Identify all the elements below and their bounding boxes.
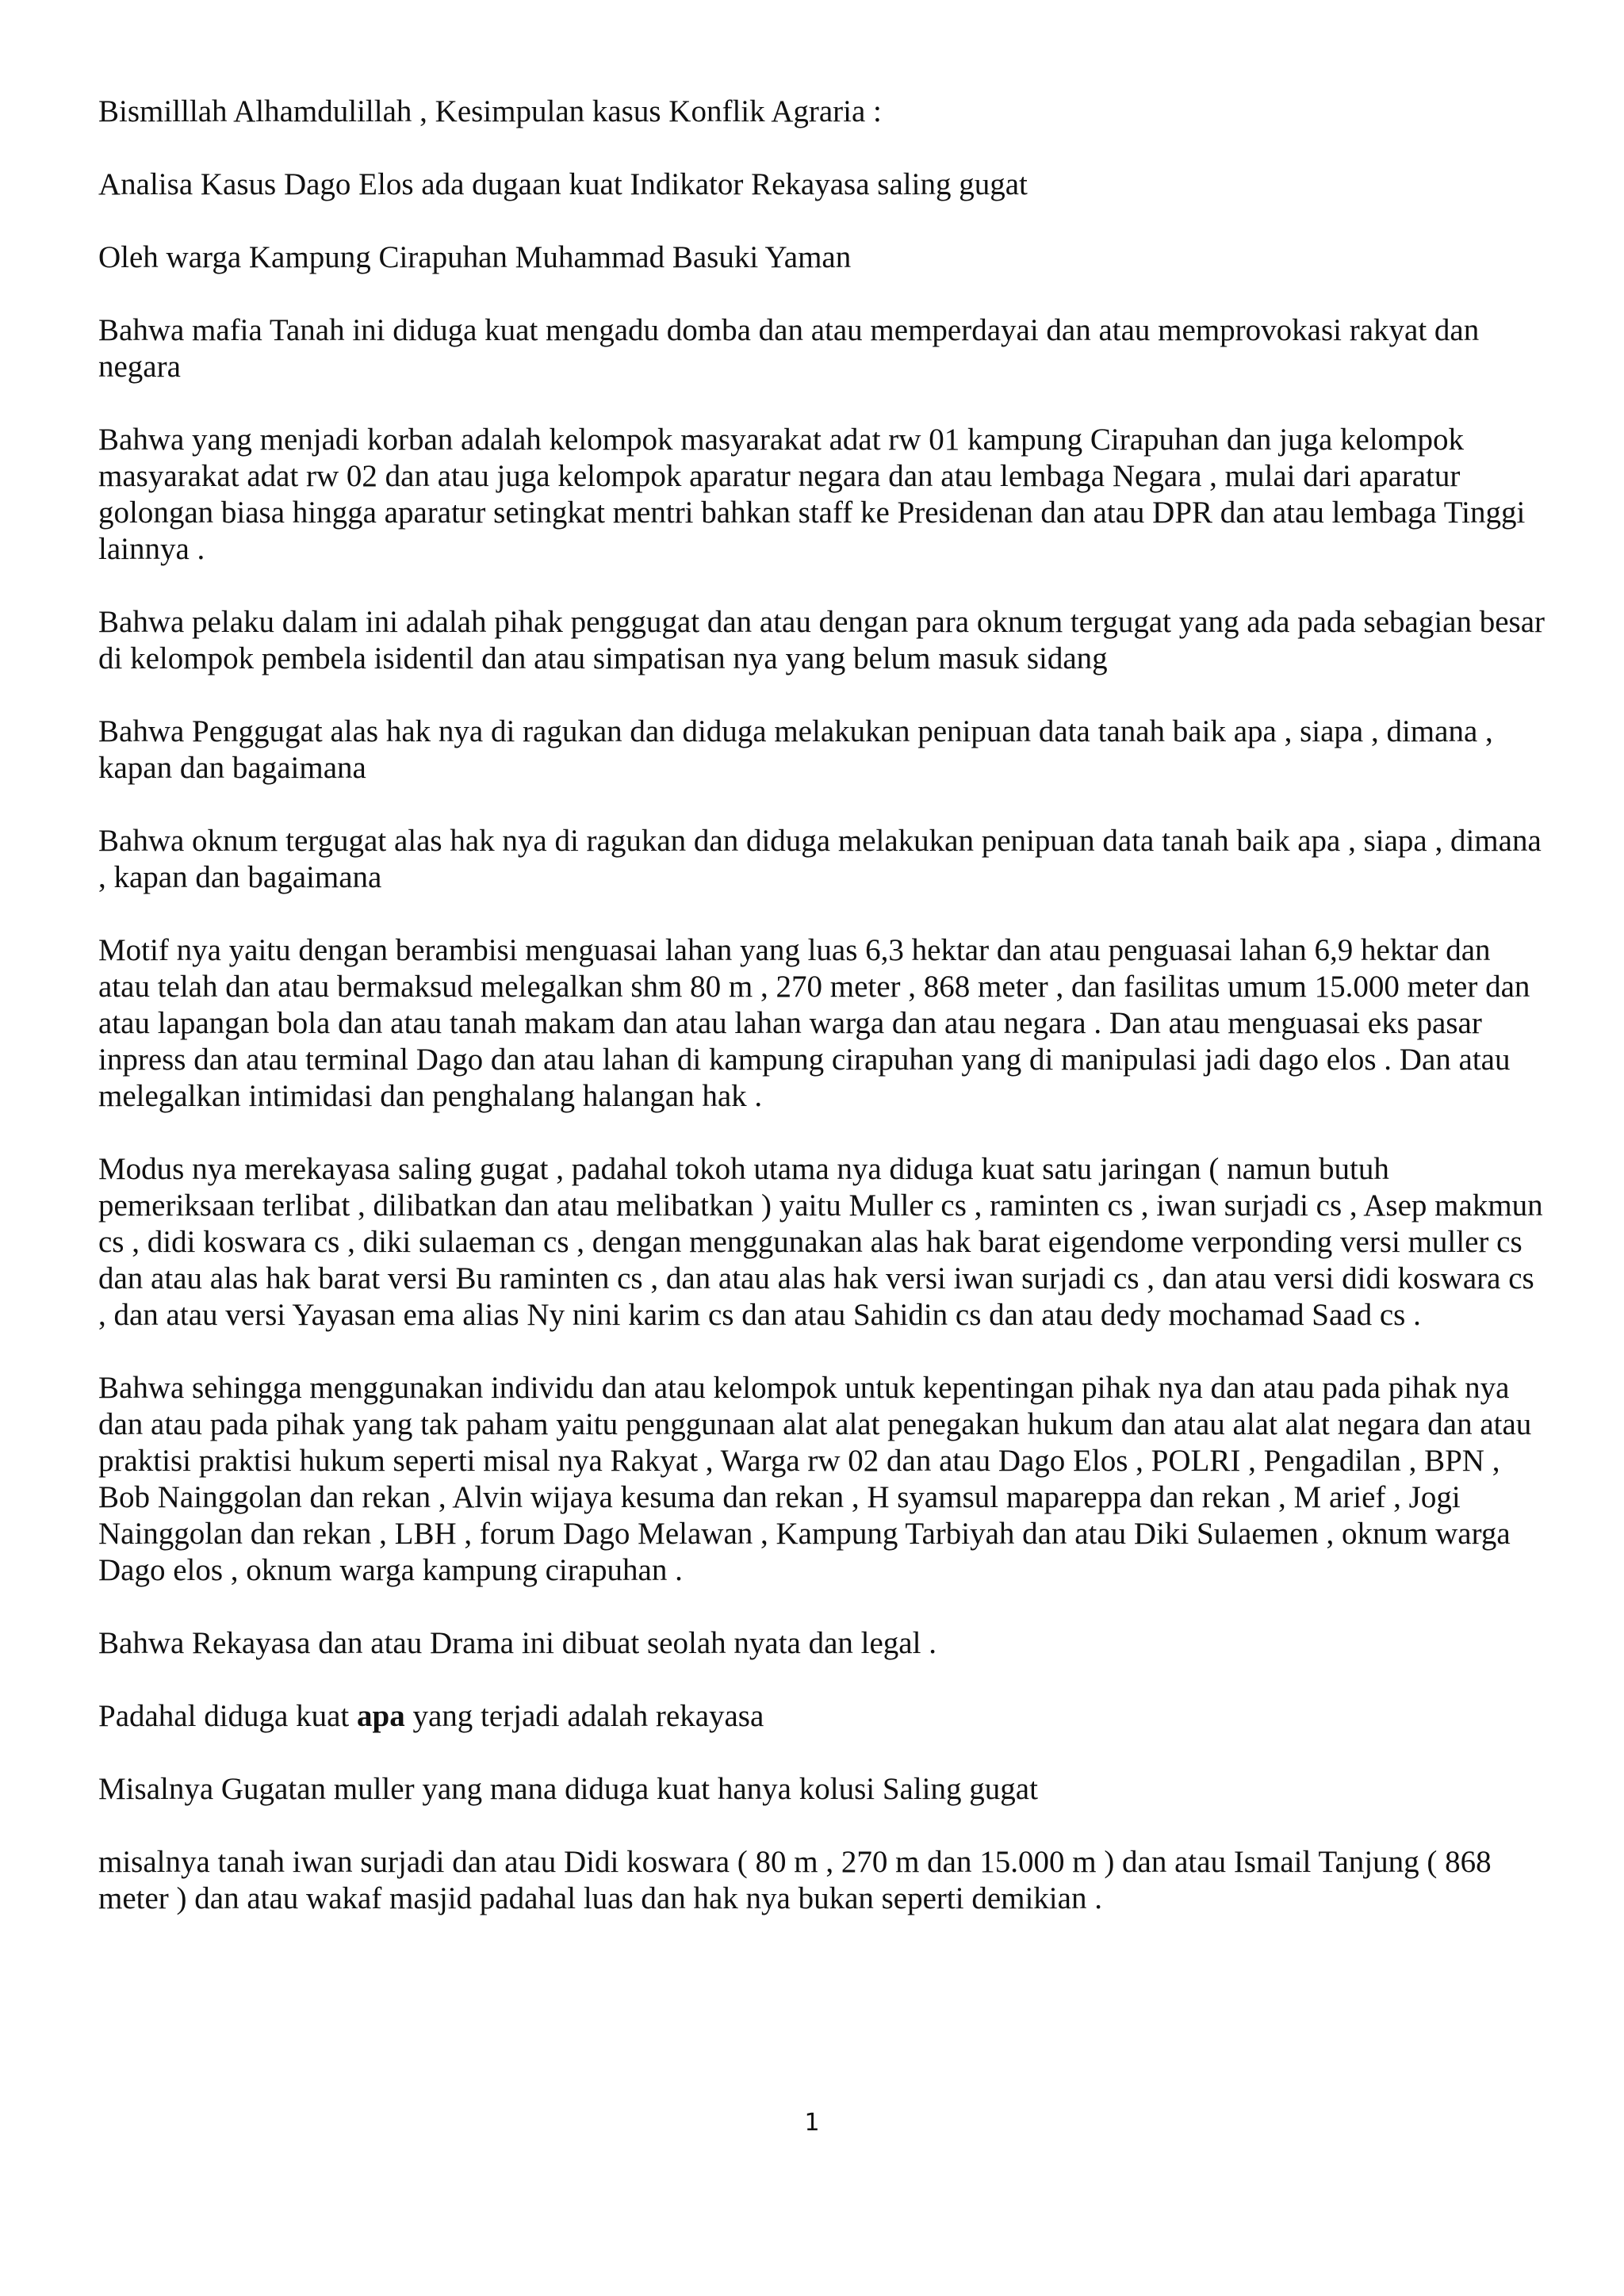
document-body (98, 94, 1545, 1954)
paragraph: Modus nya merekayasa saling gugat , padahal tokoh utama nya diduga kuat satu jaringan ( namun butuh pemeriksaan terlibat , dilibatkan dan atau melibatkan ) yaitu Muller cs , raminten cs , iwan surjadi cs , Asep makmun cs , didi koswara cs , diki sulaeman cs , dengan menggunakan alas hak barat eigendome verponding versi muller cs dan atau alas hak barat versi Bu raminten cs , dan atau alas hak versi iwan surjadi cs , dan atau versi didi koswara cs , dan atau versi Yayasan ema alias Ny nini karim cs dan atau Sahidin cs dan atau dedy mochamad Saad cs . (98, 1152, 1543, 1332)
paragraph: Bahwa Penggugat alas hak nya di ragukan dan diduga melakukan penipuan data tanah baik apa , siapa , dimana , kapan dan bagaimana (98, 714, 1493, 785)
emphasis-paragraph (98, 1698, 1545, 1735)
paragraph: Bahwa pelaku dalam ini adalah pihak penggugat dan atau dengan para oknum tergugat yang ada pada sebagian besar di kelompok pembela isidentil dan atau simpatisan nya yang belum masuk sidang (98, 605, 1545, 675)
paragraph: Bahwa sehingga menggunakan individu dan atau kelompok untuk kepentingan pihak nya dan atau pada pihak nya dan atau pada pihak yang tak paham yaitu penggunaan alat alat penegakan hukum dan atau alat alat negara dan atau praktisi praktisi hukum seperti misal nya Rakyat , Warga rw 02 dan atau Dago Elos , POLRI , Pengadilan , BPN , Bob Nainggolan dan rekan , Alvin wijaya kesuma dan rekan , H syamsul mapareppa dan rekan , M arief , Jogi Nainggolan dan rekan , LBH , forum Dago Melawan , Kampung Tarbiyah dan atau Diki Sulaemen , oknum warga Dago elos , oknum warga kampung cirapuhan . (98, 1371, 1532, 1587)
paragraph: Oleh warga Kampung Cirapuhan Muhammad Basuki Yaman (98, 240, 852, 274)
paragraph: Bahwa yang menjadi korban adalah kelompok masyarakat adat rw 01 kampung Cirapuhan dan juga kelompok masyarakat adat rw 02 dan atau juga kelompok aparatur negara dan atau lembaga Negara , mulai dari aparatur golongan biasa hingga aparatur setingkat mentri bahkan staff ke Presidenan dan atau DPR dan atau lembaga Tinggi lainnya . (98, 423, 1526, 566)
paragraph: Bahwa mafia Tanah ini diduga kuat mengadu domba dan atau memperdayai dan atau memprovokasi rakyat dan negara (98, 313, 1480, 384)
emphasis-text-after: yang terjadi adalah rekayasa (404, 1699, 764, 1733)
paragraph: Bahwa oknum tergugat alas hak nya di ragukan dan diduga melakukan penipuan data tanah baik apa , siapa , dimana , kapan dan bagaimana (98, 824, 1542, 894)
paragraph: Bismilllah Alhamdulillah , Kesimpulan kasus Konflik Agraria : (98, 94, 882, 128)
emphasis-text-before: Padahal diduga kuat (98, 1699, 357, 1733)
paragraph: Bahwa Rekayasa dan atau Drama ini dibuat seolah nyata dan legal . (98, 1626, 936, 1660)
page-number: 1 (804, 2109, 820, 2137)
paragraph: Motif nya yaitu dengan berambisi menguasai lahan yang luas 6,3 hektar dan atau penguasai lahan 6,9 hektar dan atau telah dan atau bermaksud melegalkan shm 80 m , 270 meter , 868 meter , dan fasilitas umum 15.000 meter dan atau lapangan bola dan atau tanah makam dan atau lahan warga dan atau negara . Dan atau menguasai eks pasar inpress dan atau terminal Dago dan atau lahan di kampung cirapuhan yang di manipulasi jadi dago elos . Dan atau melegalkan intimidasi dan penghalang halangan hak . (98, 933, 1530, 1113)
emphasis-bold-word: apa (357, 1699, 405, 1733)
paragraph: Misalnya Gugatan muller yang mana diduga kuat hanya kolusi Saling gugat (98, 1772, 1038, 1806)
paragraph: misalnya tanah iwan surjadi dan atau Didi koswara ( 80 m , 270 m dan 15.000 m ) dan atau Ismail Tanjung ( 868 meter ) dan atau wakaf masjid padahal luas dan hak nya bukan seperti demikian . (98, 1845, 1492, 1915)
paragraph: Analisa Kasus Dago Elos ada dugaan kuat Indikator Rekayasa saling gugat (98, 167, 1028, 201)
